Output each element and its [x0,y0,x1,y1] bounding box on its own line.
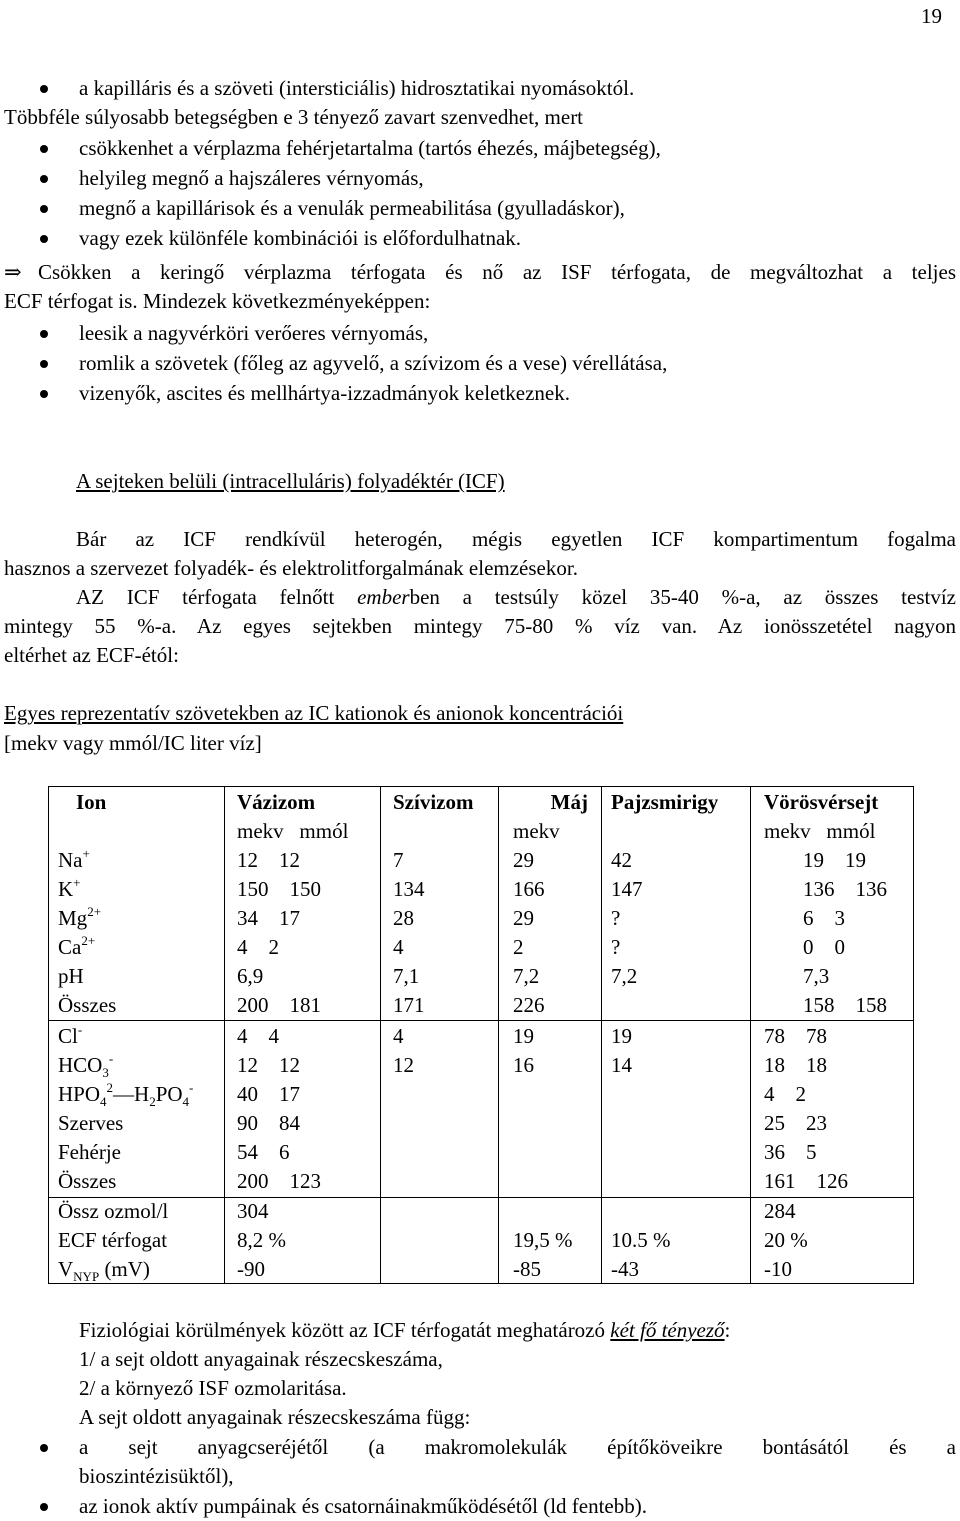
table-cell: 7,1 [393,964,420,988]
ion-table [48,786,914,1284]
bullet-text: vagy ezek különféle kombinációi is előfordulhatnak. [79,226,522,250]
table-cell: 7 [393,848,404,872]
row-label: ECF térfogat [58,1228,168,1252]
column-line [750,786,751,1284]
table-cell: 6,9 [237,964,264,988]
table-cell: 136 136 [803,877,887,901]
table-cell: 19 19 [803,848,866,872]
table-cell: 7,2 [513,964,540,988]
table-cell: 12 [393,1053,414,1077]
ion-label: $Mg^{2+}$ [58,904,102,930]
table-cell: ? [611,935,621,959]
table-cell: -43 [611,1257,639,1281]
ion-label: $Ca^{2+}$ [58,933,96,959]
paragraph-line: ECF térfogat is. Mindezek következményeképpen: [4,289,431,313]
table-cell: 36 5 [764,1140,817,1164]
section-heading: A sejteken belüli (intracelluláris) folyadéktér (ICF) [76,469,505,493]
table-cell: 161 126 [764,1169,848,1193]
table-cell: 90 84 [237,1111,300,1135]
table-cell: ? [611,906,621,930]
table-caption: Egyes reprezentatív szövetekben az IC kationok és anionok koncentrációi [4,701,624,725]
bullet-dot [40,175,48,183]
table-cell: 171 [393,993,425,1017]
paragraph-line: A sejt oldott anyagainak részecskeszáma függ: [79,1405,471,1429]
paragraph-line: hasznos a szervezet folyadék- és elektrolitforgalmának elemzésekor. [4,556,578,580]
table-cell: 134 [393,877,425,901]
paragraph-line: Bár az ICF rendkívül heterogén, mégis egyetlen ICF kompartimentum fogalma [76,527,956,551]
table-cell: 200 181 [237,993,321,1017]
table-cell: 226 [513,993,545,1017]
bullet-dot [40,1444,48,1452]
table-cell: 4 [393,935,404,959]
unit-maj: mekv [513,819,560,843]
bullet-text: megnő a kapillárisok és a venulák permeabilitása (gyulladáskor), [79,196,625,220]
bullet-dot [40,145,48,153]
ion-label: Cl- [58,1022,83,1048]
ion-label: Fehérje [58,1140,121,1164]
table-cell: 166 [513,877,545,901]
table-cell: 2 [513,935,524,959]
table-cell: 25 23 [764,1111,827,1135]
paragraph-line: mintegy 55 %-a. Az egyes sejtekben mintegy 75-80 % víz van. Az ionösszetétel nagyon [4,614,956,638]
table-cell: 0 0 [803,935,845,959]
table-cell: 78 78 [764,1024,827,1048]
bullet-text: helyileg megnő a hajszáleres vérnyomás, [79,166,424,190]
paragraph-line: 2/ a környező ISF ozmolaritása. [79,1376,347,1400]
table-units: [mekv vagy mmól/IC liter víz] [4,731,262,755]
paragraph-line: 1/ a sejt oldott anyagainak részecskeszáma, [79,1347,443,1371]
table-cell: 7,2 [611,964,638,988]
table-cell: 42 [611,848,632,872]
bullet-dot [40,205,48,213]
column-line [498,786,499,1284]
table-cell: 8,2 % [237,1228,286,1252]
table-cell: 14 [611,1053,632,1077]
column-line [601,786,602,1284]
table-cell: 19 [513,1024,534,1048]
bullet-text: az ionok aktív pumpáinak és csatornáinakműködésétől (ld fentebb). [79,1494,647,1518]
bullet-text: a sejt anyagcseréjétől (a makromolekulák építőköveikre bontásától és a [79,1435,956,1459]
table-cell: 4 2 [237,935,279,959]
row-separator [48,1020,914,1021]
implies-arrow-icon: ⇒ [4,260,22,284]
table-cell: 28 [393,906,414,930]
table-cell: 4 4 [237,1024,279,1048]
table-cell: 150 150 [237,877,321,901]
table-cell: 34 17 [237,906,300,930]
header-vazizom: Vázizom [237,790,316,814]
table-cell: 4 [393,1024,404,1048]
table-cell: -10 [764,1257,792,1281]
table-cell: 18 18 [764,1053,827,1077]
table-cell: -85 [513,1257,541,1281]
ion-label: Na+ [58,846,90,872]
table-cell: -90 [237,1257,265,1281]
table-cell: 40 17 [237,1082,300,1106]
table-cell: 6 3 [803,906,845,930]
ion-label: Összes [58,993,117,1017]
ion-label: $HPO_4^2—H_2PO_4^-$ [58,1080,194,1109]
table-cell: 19 [611,1024,632,1048]
table-cell: 29 [513,906,534,930]
table-cell: 4 2 [764,1082,806,1106]
bullet-text: a kapilláris és a szöveti (intersticiális) hidrosztatikai nyomásoktól. [79,76,635,100]
column-line [380,786,381,1284]
bullet-text: leesik a nagyvérköri verőeres vérnyomás, [79,321,429,345]
table-cell: 29 [513,848,534,872]
bullet-text: csökkenhet a vérplazma fehérjetartalma (tartós éhezés, májbetegség), [79,136,661,160]
paragraph-line: Fiziológiai körülmények között az ICF térfogatát meghatározó két fő tényező: [79,1318,731,1342]
header-vorosversejt: Vörösvérsejt [764,790,879,814]
ion-label: Összes [58,1169,117,1193]
column-line [224,786,225,1284]
table-cell: 147 [611,877,643,901]
unit-vazizom: mekv mmól [237,819,349,843]
ion-label: $HCO_3^-$ [58,1051,114,1080]
table-cell: 16 [513,1053,534,1077]
bullet-text: vizenyők, ascites és mellhártya-izzadmányok keletkeznek. [79,381,570,405]
table-cell: 12 12 [237,848,300,872]
bullet-dot [40,390,48,398]
bullet-dot [40,235,48,243]
table-cell: 54 6 [237,1140,290,1164]
header-maj: Máj [550,790,588,814]
bullet-dot [40,360,48,368]
header-ion: Ion [76,790,107,814]
paragraph-line: Többféle súlyosabb betegségben e 3 tényező zavart szenvedhet, mert [4,105,584,129]
table-cell: 7,3 [803,964,830,988]
table-cell: 12 12 [237,1053,300,1077]
bullet-text: romlik a szövetek (főleg az agyvelő, a szívizom és a vese) vérellátása, [79,351,668,375]
paragraph-line: AZ ICF térfogata felnőtt emberben a testsúly közel 35-40 %-a, az összes testvíz [76,585,956,609]
row-label: $V_{NYP}$ (mV) [58,1257,150,1284]
page-number: 19 [921,4,942,28]
bullet-dot [40,330,48,338]
ion-label: Szerves [58,1111,124,1135]
table-cell: 10.5 % [611,1228,671,1252]
header-szivizom: Szívizom [393,790,474,814]
header-pajzsmirigy: Pajzsmirigy [611,790,719,814]
row-label: Össz ozmol/l [58,1199,169,1223]
ion-label: K+ [58,875,81,901]
paragraph-line: eltérhet az ECF-étól: [4,643,179,667]
ion-label: pH [58,964,84,988]
table-cell: 19,5 % [513,1228,573,1252]
bullet-dot [40,85,48,93]
paragraph-line: Csökken a keringő vérplazma térfogata és nő az ISF térfogata, de megváltozhat a teljes [38,260,956,284]
table-cell: 284 [764,1199,796,1223]
table-cell: 158 158 [803,993,887,1017]
table-cell: 20 % [764,1228,808,1252]
table-cell: 304 [237,1199,269,1223]
bullet-dot [40,1503,48,1511]
bullet-text: bioszintézisüktől), [79,1464,234,1488]
unit-vorosversejt: mekv mmól [764,819,876,843]
table-cell: 200 123 [237,1169,321,1193]
